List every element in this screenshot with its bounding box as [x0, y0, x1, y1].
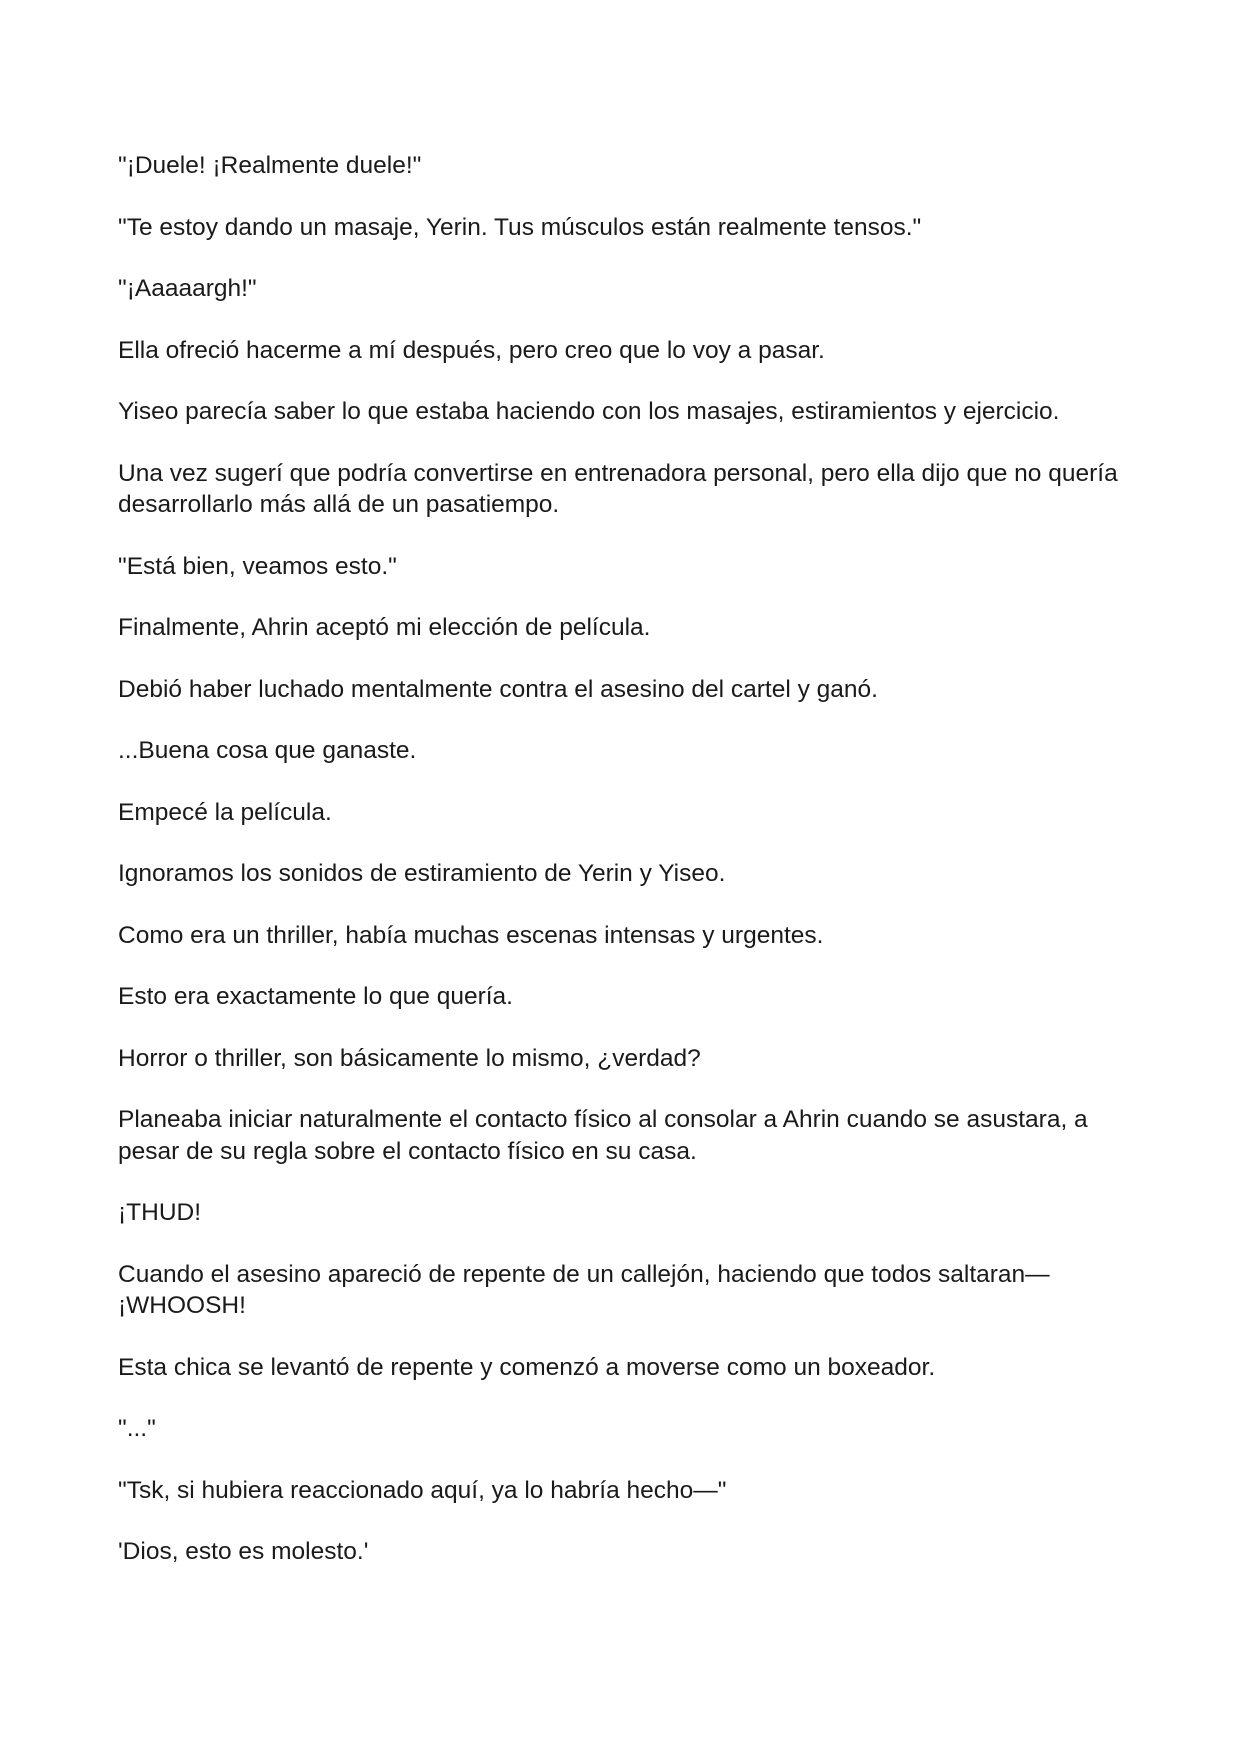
- paragraph: Debió haber luchado mentalmente contra el asesino del cartel y ganó.: [118, 675, 878, 703]
- paragraph: "¡Aaaaargh!": [118, 275, 257, 302]
- paragraph: Finalmente, Ahrin aceptó mi elección de película.: [118, 614, 651, 641]
- paragraph: Esta chica se levantó de repente y comenzó a moverse como un boxeador.: [118, 1353, 936, 1381]
- paragraph: "Tsk, si hubiera reaccionado aquí, ya lo habría hecho—": [118, 1476, 727, 1504]
- paragraph: "...": [118, 1415, 156, 1442]
- paragraph: Una vez sugerí que podría convertirse en entrenadora personal, pero ella dijo que no quería desarrollarlo más allá de un pasatiempo.: [118, 459, 1118, 518]
- paragraph: ¡THUD!: [118, 1199, 202, 1226]
- paragraph: Empecé la película.: [118, 798, 332, 826]
- paragraph: Horror o thriller, son básicamente lo mismo, ¿verdad?: [118, 1044, 701, 1072]
- paragraph: "Está bien, veamos esto.": [118, 552, 397, 580]
- paragraph: "Te estoy dando un masaje, Yerin. Tus músculos están realmente tensos.": [118, 213, 922, 241]
- paragraph: Cuando el asesino apareció de repente de un callejón, haciendo que todos saltaran— ¡WHOOSH!: [118, 1260, 1050, 1319]
- document-body: [118, 150, 1128, 1598]
- paragraph: ...Buena cosa que ganaste.: [118, 737, 417, 764]
- paragraph: Ignoramos los sonidos de estiramiento de Yerin y Yiseo.: [118, 860, 726, 887]
- paragraph: Ella ofreció hacerme a mí después, pero creo que lo voy a pasar.: [118, 336, 825, 364]
- paragraph: Planeaba iniciar naturalmente el contacto físico al consolar a Ahrin cuando se asustara, a pesar de su regla sobre el contacto físico en su casa.: [118, 1106, 1088, 1165]
- paragraph: Como era un thriller, había muchas escenas intensas y urgentes.: [118, 921, 824, 949]
- paragraph: Yiseo parecía saber lo que estaba haciendo con los masajes, estiramientos y ejercicio.: [118, 398, 1060, 425]
- paragraph: Esto era exactamente lo que quería.: [118, 983, 513, 1010]
- paragraph: 'Dios, esto es molesto.': [118, 1538, 369, 1565]
- paragraph: "¡Duele! ¡Realmente duele!": [118, 152, 422, 179]
